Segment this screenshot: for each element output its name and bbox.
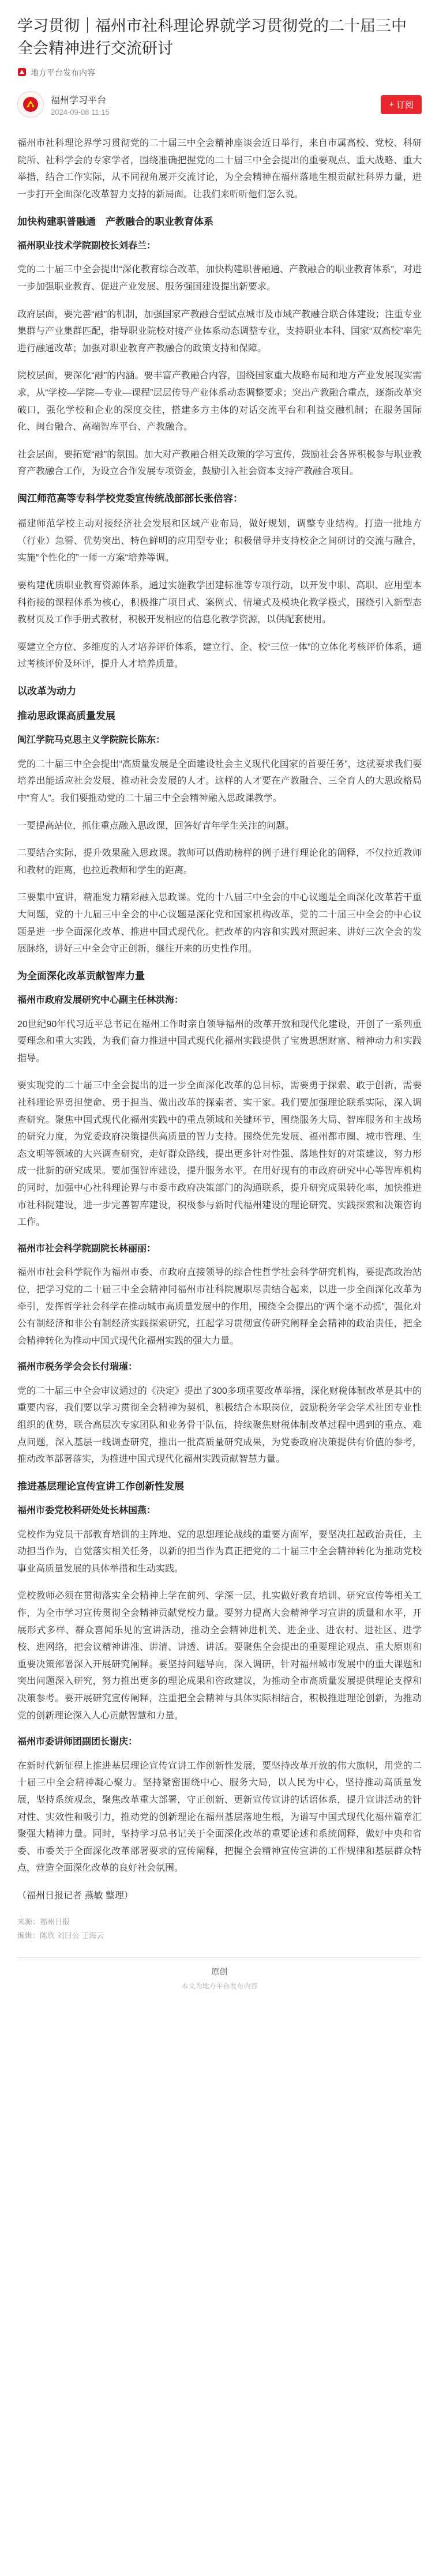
article-paragraph: 要建立全方位、多维度的人才培养评价体系，建立行、企、校“三位一体”的立体化考核评价体系，通过考核评价及环评，提升人才培养质量。 — [17, 642, 422, 670]
account-meta — [51, 93, 381, 116]
article-paragraph: 院校层面，要深化“融”的内涵。要丰富产教融合内容，围绕国家重大战略布局和地方产业发展现实需求，从“学校—学院—专业—课程”层层传导产业体系动态调整要求；突出产教融合重点，逐渐改革突破口，强化学校和企业的深度交往，搭建多方主体的对话交流平台和利益交融机制；在服务国际化、闽台融合、高端智库平台、产教融合。 — [17, 371, 422, 433]
account-bar — [17, 84, 422, 125]
account-logo-icon — [22, 96, 39, 113]
article-paragraph: 一要提高站位，抓住重点融入思政课，回答好青年学生关注的问题。 — [17, 821, 295, 831]
article-paragraph: 福州市社科理论界学习贯彻党的二十届三中全会精神座谈会近日举行，来自市属高校、党校、科研院所、社科学会的专家学者，围绕准确把握党的二十届三中全会提出的重要观点、重大战略、重大举措，结合工作实际，从不同视角展开交流讨论，为全会精神在福州落地生根贡献社科界力量，进一步打开全面深化改革智力支持的新局面。让我们来听听他们怎么说。 — [17, 138, 422, 200]
article-paragraph: 党校作为党员干部教育培训的主阵地、党的思想理论战线的重要方面军，要坚决扛起政治责任，主动担当作为，自觉落实相关任务，以新的担当作为真正把党的二十届三中全会精神转化为推动党校事业高质量发展的具体举措和生动实践。 — [17, 1529, 422, 1574]
speaker-heading: 福州市委讲师团副团长谢庆： — [17, 1737, 138, 1747]
article-footer — [17, 1915, 422, 1943]
article-paragraph: 要构建优质职业教育资源体系，通过实施教学团建标准等专项行动，以开发中职、高职、应用型本科衔接的课程体系为核心，积极推广项目式、案例式、情境式及模块化教学模式，围绕引入新型态教材页及工作手册式教材，积极开发相应的信息化教学资源，以供配套使用。 — [17, 580, 422, 625]
article-paragraph: 社会层面，要拓宽“融”的氛围。加大对产教融合相关政策的学习宣传，鼓励社会各界积极参与职业教育产教融合工作，为设立合作发展专项资金，鼓励引入社会资本支持产教融合项目。 — [17, 449, 422, 477]
article-paragraph: 福建师范学校主动对接经济社会发展和区域产业布局，做好规划，调整专业结构。打造一批地方（行业）急需、优势突出、特色鲜明的应用型专业；积极借导并支持校企之间研讨的交流与融合，实施“个性化的”一师一方案“培养等调。 — [17, 519, 422, 563]
article-body — [17, 125, 422, 1904]
publish-time: 2024-09-08 11:15 — [51, 107, 110, 116]
article-paragraph: 三要集中宣讲，精准发力精彩融入思政课。党的十八届三中全会的中心议题是全面深化改革若干重大问题，党的十九届三中全会的中心议题是深化党和国家机构改革，党的二十届三中全会的中心议题是进一步全面深化改革、推进中国式现代化。把改革的内容和实践对照起来、讲好三次全会的发展脉络，讲好三中全会守正创新，继往开来的历史性作用。 — [17, 893, 422, 954]
section-heading: 加快构建职普融通 产教融合的职业教育体系 — [17, 216, 213, 227]
source-tag-label: 地方平台发布内容 — [31, 68, 95, 78]
article-paragraph: 政府层面，要完善“融”的机制，加强国家产教融合型试点城市及市域产教融合联合体建设；注重专业集群与产业集群匹配，指导职业院校对接产业体系动态调整专业，支持职业本科、国家“双高校”率先进行融通改革；加强对职业教育产教融合的政策支持和保障。 — [17, 309, 422, 354]
speaker-heading: 福州市税务学会会长付瑞瑾： — [17, 1362, 138, 1372]
speaker-heading: 福州市社会科学院副院长林丽丽： — [17, 1243, 156, 1254]
speaker-heading: 福州市委党校科研处处长林国燕： — [17, 1506, 156, 1516]
article-paragraph: 在新时代新征程上推进基层理论宣传宣讲工作创新性发展，要坚持改革开放的伟大旗帜，用党的二十届三中全会精神凝心聚力。坚持紧密围绕中心、服务大局，以人民为中心，坚持推动高质量发展，坚持系统观念，聚焦改革重大部署，守正创新、更新宣传宣讲的话语体系，提升宣讲活动的针对性、实效性和吸引力，推动党的创新理论在福州基层落地生根，为谱写中国式现代化福州篇章汇聚强大精神力量。同时，坚持学习总书记关于全面深化改革的重要论述和系统阐释，做好中央和省委、市委关于全面深化改革部署要求的宣传阐释，把握全会精神宣传宣讲的工作规律和基层群众特点，营造全面深化改革的良好社会氛围。 — [17, 1761, 422, 1874]
disclaimer-text: 本文为地方平台发布内容 — [181, 1981, 258, 1990]
page-title: 学习贯彻｜福州市社科理论界就学习贯彻党的二十届三中全会精神进行交流研讨 — [17, 17, 407, 58]
account-name[interactable]: 福州学习平台 — [51, 95, 107, 106]
article-paragraph: （福州日报记者 燕敏 整理） — [17, 1890, 133, 1901]
article-paragraph: 要实现党的二十届三中全会提出的进一步全面深化改革的总目标，需要勇于探索、敢于创新，需要社科理论界勇担使命、勇于担当、做出改革的探索者、实干家。我们要加强理论联系实际，深入调查研究。聚焦中国式现代化福州实践中的重点领域和关键环节，围绕服务大局、智库服务和主战场的研究力度，为党委政府决策提供高质量的智力支持。围绕优先发展、福州都市圈、城市管理、生态文明等领域的大兴调查研究，走好群众路线，提出更多针对性强、落地性好的对策建议，努力形成一批新的研究成果。要加强智库建设，提升服务水平。在用好现有的市政府研究中心等智库机构的同时，加强中心社科理论界与市委市政府决策部门的沟通联系，提升研究成果转化率，加快推进市社科院建设，进一步完善智库建设，积极参与新时代福州建设的理论研究、实践探索和决策咨询工作。 — [17, 1081, 422, 1228]
source-tag[interactable] — [17, 67, 422, 78]
speaker-heading: 福州职业技术学院副校长刘春兰： — [17, 240, 156, 251]
section-heading: 推进基层理论宣传宣讲工作创新性发展 — [17, 1480, 184, 1492]
section-heading: 推动思政课高质量发展 — [17, 710, 115, 722]
section-heading: 为全面深化改革贡献智库力量 — [17, 970, 145, 981]
section-heading: 闽江师范高等专科学校党委宣传统战部部长张倍容： — [17, 492, 243, 504]
article-paragraph: 20世纪90年代习近平总书记在福州工作时亲自领导福州的改革开放和现代化建设，开创了一系列重要理念和重大实践，为我们奋力推进中国式现代化福州实践提供了宝贵思想财富、精神动力和实践指导。 — [17, 1019, 422, 1063]
article-paragraph: 党的二十届三中全会提出“深化教育综合改革，加快构建职普融通、产教融合的职业教育体系”，对进一步加强职业教育、促进产业发展、服务强国建设提出新要求。 — [17, 265, 422, 292]
article-paragraph: 二要结合实际，提升效果融入思政课。教师可以借助榜样的例子进行理论化的阐释，不仅拉近教师和教材的距离，也拉近教师和学生的距离。 — [17, 848, 422, 875]
follow-button[interactable] — [381, 95, 422, 114]
disclaimer — [17, 1958, 422, 2003]
disclaimer-label: 原创 — [211, 1966, 228, 1976]
speaker-heading: 闽江学院马克思主义学院院长陈东： — [17, 735, 166, 746]
follow-button-label: 订阅 — [396, 100, 414, 110]
platform-icon — [17, 67, 27, 78]
avatar[interactable] — [17, 91, 44, 118]
plus-icon: + — [389, 99, 394, 110]
article-paragraph: 党的二十届三中全会提出“高质量发展是全面建设社会主义现代化国家的首要任务”，这就要求我们要培养出能适应社会发展、推动社会发展的人才。这样的人才要在产教融合、三全育人的大思政格局中“育人”。我们要推动党的二十届三中全会精神融入思政课教学。 — [17, 759, 422, 804]
article-paragraph: 党的二十届三中全会审议通过的《决定》提出了300多项重要改革举措，深化财税体制改革是其中的重要内容，我们要以学习贯彻全会精神为契机，积极结合本职岗位，鼓励税务学会学术社团专业性组织的优势，联合高层次专家团队和业务骨干队伍，持续聚焦财税体制改革过程中遇到的重点、难点问题，深入基层一线调查研究，推出一批高质量研究成果，为党委政府决策提供有价值的参考，推动改革部署落实，为推进中国式现代化福州实践贡献智慧力量。 — [17, 1386, 422, 1465]
section-heading: 以改革为动力 — [17, 685, 76, 697]
speaker-heading: 福州市政府发展研究中心副主任林洪海： — [17, 995, 184, 1005]
source-line: 来源：福州日报 — [17, 1917, 70, 1926]
article-paragraph: 福州市社会科学院作为福州市委、市政府直接领导的综合性哲学社会科学研究机构，要提高政治站位，把学习党的二十届三中全会精神同福州市社科院履职尽责结合起来，以进一步全面深化改革为牵引，发挥哲学社会科学在推动城市高质量发展中的作用，围绕全会提出的“两个毫不动摇”，强化对公有制经济和非公有制经济实践探索研究，扛起学习贯彻宣传研究阐释全会精神的政治责任，把全会精神转化为推动中国式现代化福州实践的强大力量。 — [17, 1268, 422, 1346]
editor-line: 编辑：陈欣 刘曰公 王海云 — [17, 1931, 104, 1941]
article-paragraph: 党校教师必须在贯彻落实全会精神上学在前列、学深一层，扎实做好教育培训、研究宣传等相关工作，为全市学习宣传贯彻全会精神贡献党校力量。要努力提高大会精神学习宣讲的质量和水平，开展形式多样、群众喜闻乐见的宣讲活动，推动全会精神进机关、进企业、进农村、进社区、进学校、进网络，把会议精神讲准、讲清、讲透、讲活。要聚焦全会提出的重要理论观点、重大原则和重要决策部署深入开展研究阐释。要坚持问题导向，深入调研，针对福州城市发展中的重大课题和突出问题深入研究，努力推出更多的理论成果和咨政建议，为推动全市高质量发展提供理论支撑和决策参考。要开展研究宣传阐释，注重把全会精神与具体实际相结合，积极推进理论创新，为推动党的创新理论深入人心贡献智慧和力量。 — [17, 1591, 422, 1721]
